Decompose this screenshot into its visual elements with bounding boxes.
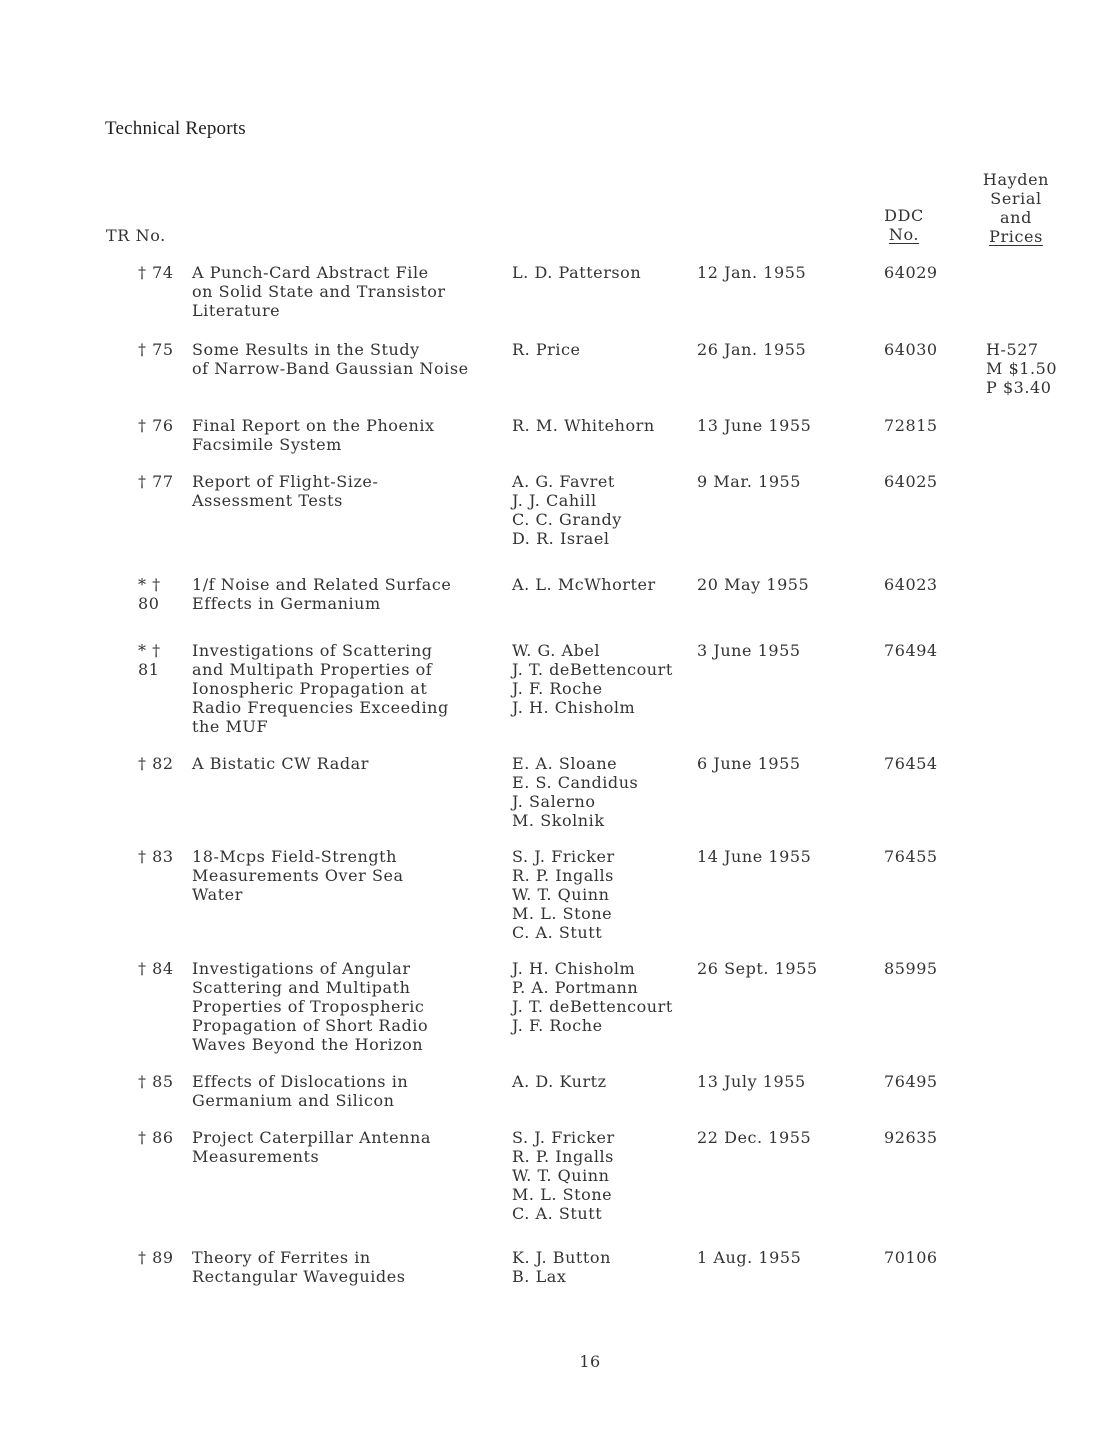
report-ddc-number bbox=[884, 340, 954, 359]
report-number bbox=[104, 1128, 184, 1147]
report-title-line: Ionospheric Propagation at bbox=[192, 679, 428, 698]
column-header-ddc-line: No. bbox=[888, 225, 920, 244]
report-number bbox=[104, 1248, 184, 1267]
report-ddc-number-line: 76495 bbox=[884, 1072, 938, 1091]
page-number: 16 bbox=[579, 1352, 601, 1371]
report-authors bbox=[512, 1248, 697, 1286]
report-ddc-number-line: 64025 bbox=[884, 472, 938, 491]
report-number bbox=[104, 575, 184, 613]
report-title-line: Some Results in the Study bbox=[192, 340, 420, 359]
report-title bbox=[192, 754, 502, 773]
report-title-line: Water bbox=[192, 885, 243, 904]
report-ddc-number bbox=[884, 1072, 954, 1091]
report-number bbox=[104, 754, 184, 773]
report-ddc-number-line: 72815 bbox=[884, 416, 938, 435]
report-date-line: 26 Sept. 1955 bbox=[697, 959, 818, 978]
report-date-line: 14 June 1955 bbox=[697, 847, 812, 866]
report-ddc-number bbox=[884, 1248, 954, 1267]
report-authors bbox=[512, 959, 697, 1035]
report-date bbox=[697, 472, 837, 491]
report-authors bbox=[512, 847, 697, 942]
report-ddc-number bbox=[884, 959, 954, 978]
report-number bbox=[104, 959, 184, 978]
report-number-text: † 84 bbox=[138, 959, 174, 978]
report-number-text: † 89 bbox=[138, 1248, 174, 1267]
page-title: Technical Reports bbox=[105, 118, 246, 139]
column-header-ddc bbox=[876, 206, 932, 244]
report-title bbox=[192, 959, 502, 1054]
report-title-line: Properties of Tropospheric bbox=[192, 997, 425, 1016]
report-date-line: 1 Aug. 1955 bbox=[697, 1248, 802, 1267]
report-title bbox=[192, 1128, 502, 1166]
report-date-line: 22 Dec. 1955 bbox=[697, 1128, 812, 1147]
report-authors-line: W. T. Quinn bbox=[512, 1166, 610, 1185]
report-number bbox=[104, 340, 184, 359]
report-authors-line: J. T. deBettencourt bbox=[512, 660, 673, 679]
report-authors-line: C. A. Stutt bbox=[512, 1204, 603, 1223]
report-number-text: * † 81 bbox=[138, 641, 161, 679]
report-ddc-number-line: 85995 bbox=[884, 959, 938, 978]
report-number bbox=[104, 263, 184, 282]
report-authors-line: E. S. Candidus bbox=[512, 773, 639, 792]
report-title-line: Report of Flight-Size- bbox=[192, 472, 379, 491]
report-title bbox=[192, 340, 502, 378]
report-authors-line: A. L. McWhorter bbox=[512, 575, 656, 594]
report-authors bbox=[512, 472, 697, 548]
report-authors-line: A. G. Favret bbox=[512, 472, 615, 491]
report-authors-line: J. F. Roche bbox=[512, 679, 603, 698]
report-ddc-number-line: 76455 bbox=[884, 847, 938, 866]
report-ddc-number-line: 76494 bbox=[884, 641, 938, 660]
report-ddc-number bbox=[884, 847, 954, 866]
report-hayden-price-line: P $3.40 bbox=[986, 378, 1052, 397]
report-title-line: 1/f Noise and Related Surface bbox=[192, 575, 452, 594]
report-number-text: † 85 bbox=[138, 1072, 174, 1091]
report-authors-line: J. Salerno bbox=[512, 792, 596, 811]
report-title-line: Measurements bbox=[192, 1147, 320, 1166]
report-ddc-number bbox=[884, 641, 954, 660]
report-date-line: 12 Jan. 1955 bbox=[697, 263, 807, 282]
report-title-line: A Punch-Card Abstract File bbox=[192, 263, 429, 282]
report-title bbox=[192, 416, 502, 454]
report-date-line: 20 May 1955 bbox=[697, 575, 810, 594]
report-authors-line: B. Lax bbox=[512, 1267, 567, 1286]
report-title-line: Facsimile System bbox=[192, 435, 342, 454]
report-date bbox=[697, 340, 837, 359]
report-ddc-number-line: 76454 bbox=[884, 754, 938, 773]
report-title-line: and Multipath Properties of bbox=[192, 660, 433, 679]
report-ddc-number-line: 64030 bbox=[884, 340, 938, 359]
report-ddc-number bbox=[884, 575, 954, 594]
report-authors bbox=[512, 575, 697, 594]
report-authors-line: D. R. Israel bbox=[512, 529, 610, 548]
report-date-line: 26 Jan. 1955 bbox=[697, 340, 807, 359]
report-title-line: Project Caterpillar Antenna bbox=[192, 1128, 431, 1147]
report-authors-line: L. D. Patterson bbox=[512, 263, 642, 282]
report-date bbox=[697, 1248, 837, 1267]
column-header-tr-no: TR No. bbox=[106, 226, 166, 245]
report-title bbox=[192, 472, 502, 510]
report-title bbox=[192, 263, 502, 320]
column-header-hayden-line: and bbox=[1000, 208, 1032, 227]
report-authors-line: W. G. Abel bbox=[512, 641, 601, 660]
report-date-line: 13 June 1955 bbox=[697, 416, 812, 435]
report-ddc-number-line: 64029 bbox=[884, 263, 938, 282]
report-number bbox=[104, 472, 184, 491]
report-title-line: Assessment Tests bbox=[192, 491, 343, 510]
report-title-line: Final Report on the Phoenix bbox=[192, 416, 435, 435]
report-authors-line: W. T. Quinn bbox=[512, 885, 610, 904]
report-date-line: 13 July 1955 bbox=[697, 1072, 806, 1091]
report-authors-line: C. C. Grandy bbox=[512, 510, 622, 529]
report-title-line: Effects in Germanium bbox=[192, 594, 381, 613]
report-authors-line: M. L. Stone bbox=[512, 904, 613, 923]
report-number-text: † 86 bbox=[138, 1128, 174, 1147]
report-authors-line: R. P. Ingalls bbox=[512, 866, 614, 885]
report-number-text: † 82 bbox=[138, 754, 174, 773]
report-title-line: Rectangular Waveguides bbox=[192, 1267, 406, 1286]
report-authors-line: R. P. Ingalls bbox=[512, 1147, 614, 1166]
report-title-line: Waves Beyond the Horizon bbox=[192, 1035, 424, 1054]
report-authors bbox=[512, 754, 697, 830]
report-number-text: † 83 bbox=[138, 847, 174, 866]
report-authors bbox=[512, 340, 697, 359]
report-title-line: Investigations of Scattering bbox=[192, 641, 433, 660]
report-title-line: Scattering and Multipath bbox=[192, 978, 411, 997]
report-number-text: † 74 bbox=[138, 263, 174, 282]
report-number-text: † 77 bbox=[138, 472, 174, 491]
report-title-line: Radio Frequencies Exceeding bbox=[192, 698, 449, 717]
report-title-line: Literature bbox=[192, 301, 281, 320]
report-number-text: † 76 bbox=[138, 416, 174, 435]
report-date bbox=[697, 959, 837, 978]
report-authors-line: J. J. Cahill bbox=[512, 491, 597, 510]
column-header-hayden-line: Serial bbox=[990, 189, 1042, 208]
column-header-hayden bbox=[980, 170, 1052, 246]
report-authors-line: S. J. Fricker bbox=[512, 847, 615, 866]
report-title-line: Germanium and Silicon bbox=[192, 1091, 395, 1110]
report-title bbox=[192, 1248, 502, 1286]
report-ddc-number-line: 92635 bbox=[884, 1128, 938, 1147]
report-hayden-price bbox=[986, 340, 1076, 397]
report-number-text: * † 80 bbox=[138, 575, 161, 613]
report-authors-line: M. L. Stone bbox=[512, 1185, 613, 1204]
report-authors bbox=[512, 263, 697, 282]
report-date bbox=[697, 754, 837, 773]
report-authors-line: R. M. Whitehorn bbox=[512, 416, 655, 435]
report-title-line: on Solid State and Transistor bbox=[192, 282, 446, 301]
report-title-line: Theory of Ferrites in bbox=[192, 1248, 371, 1267]
column-header-ddc-line: DDC bbox=[884, 206, 924, 225]
report-title-line: Measurements Over Sea bbox=[192, 866, 404, 885]
report-title-line: the MUF bbox=[192, 717, 269, 736]
report-title bbox=[192, 847, 502, 904]
report-date bbox=[697, 416, 837, 435]
report-number bbox=[104, 641, 184, 679]
report-authors-line: P. A. Portmann bbox=[512, 978, 639, 997]
report-ddc-number bbox=[884, 1128, 954, 1147]
report-date bbox=[697, 847, 837, 866]
report-ddc-number bbox=[884, 416, 954, 435]
report-title-line: Propagation of Short Radio bbox=[192, 1016, 429, 1035]
report-title bbox=[192, 1072, 502, 1110]
report-date-line: 9 Mar. 1955 bbox=[697, 472, 802, 491]
report-title-line: A Bistatic CW Radar bbox=[192, 754, 369, 773]
report-authors bbox=[512, 416, 697, 435]
report-hayden-price-line: M $1.50 bbox=[986, 359, 1058, 378]
report-number bbox=[104, 1072, 184, 1091]
report-hayden-price-line: H-527 bbox=[986, 340, 1039, 359]
report-title-line: of Narrow-Band Gaussian Noise bbox=[192, 359, 469, 378]
report-date bbox=[697, 1128, 837, 1147]
report-title bbox=[192, 575, 502, 613]
report-date-line: 6 June 1955 bbox=[697, 754, 801, 773]
report-ddc-number-line: 70106 bbox=[884, 1248, 938, 1267]
report-ddc-number bbox=[884, 754, 954, 773]
report-title bbox=[192, 641, 502, 736]
report-authors-line: C. A. Stutt bbox=[512, 923, 603, 942]
report-authors-line: J. H. Chisholm bbox=[512, 959, 636, 978]
report-date bbox=[697, 575, 837, 594]
report-authors bbox=[512, 641, 697, 717]
column-header-hayden-line: Hayden bbox=[982, 170, 1050, 189]
report-number bbox=[104, 416, 184, 435]
report-number-text: † 75 bbox=[138, 340, 174, 359]
report-authors-line: J. F. Roche bbox=[512, 1016, 603, 1035]
report-authors-line: K. J. Button bbox=[512, 1248, 611, 1267]
report-authors-line: J. H. Chisholm bbox=[512, 698, 636, 717]
report-title-line: Effects of Dislocations in bbox=[192, 1072, 409, 1091]
report-date bbox=[697, 263, 837, 282]
report-ddc-number-line: 64023 bbox=[884, 575, 938, 594]
report-date-line: 3 June 1955 bbox=[697, 641, 801, 660]
report-authors-line: A. D. Kurtz bbox=[512, 1072, 607, 1091]
report-ddc-number bbox=[884, 263, 954, 282]
report-authors-line: R. Price bbox=[512, 340, 581, 359]
report-date bbox=[697, 1072, 837, 1091]
report-authors-line: S. J. Fricker bbox=[512, 1128, 615, 1147]
column-header-hayden-line: Prices bbox=[989, 227, 1043, 246]
report-title-line: Investigations of Angular bbox=[192, 959, 411, 978]
report-authors-line: E. A. Sloane bbox=[512, 754, 618, 773]
report-authors-line: M. Skolnik bbox=[512, 811, 605, 830]
report-authors bbox=[512, 1128, 697, 1223]
report-authors-line: J. T. deBettencourt bbox=[512, 997, 673, 1016]
report-date bbox=[697, 641, 837, 660]
report-ddc-number bbox=[884, 472, 954, 491]
report-title-line: 18-Mcps Field-Strength bbox=[192, 847, 397, 866]
report-number bbox=[104, 847, 184, 866]
report-authors bbox=[512, 1072, 697, 1091]
